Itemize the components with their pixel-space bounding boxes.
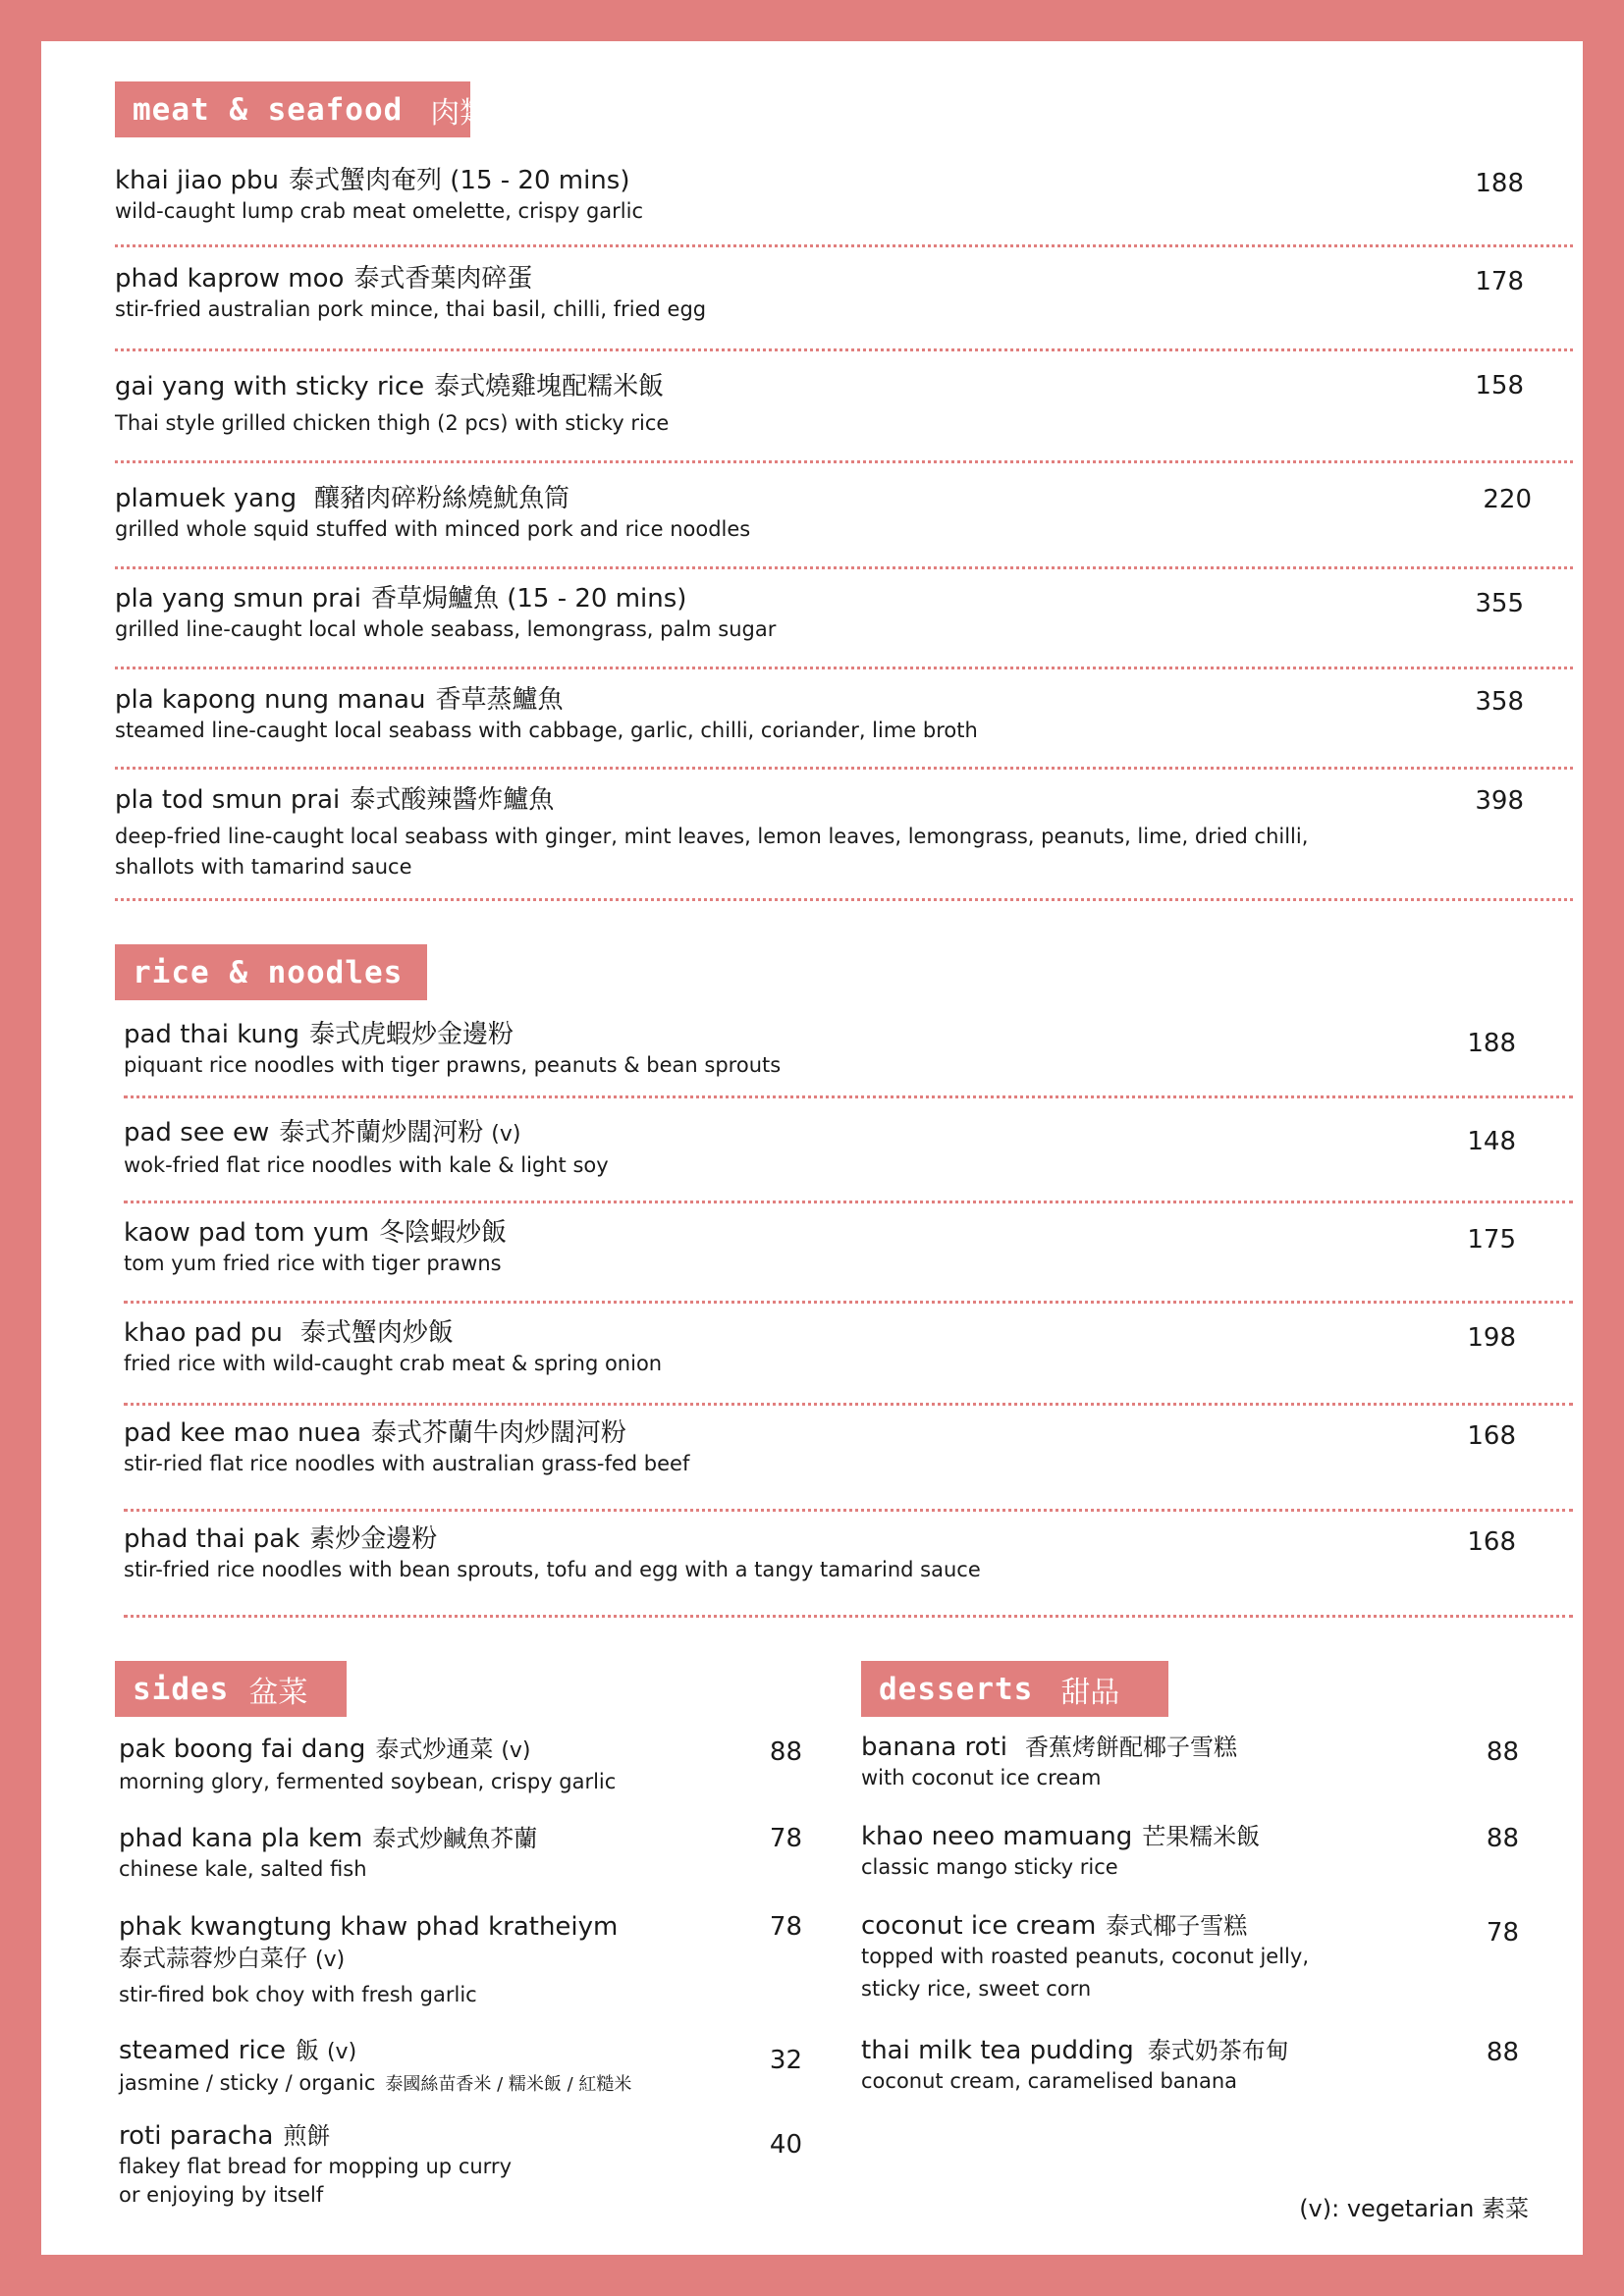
menu-item	[115, 684, 978, 746]
item-name: coconut ice cream	[861, 1911, 1097, 1941]
item-price: 358	[1475, 687, 1524, 717]
item-description: grilled whole squid stuffed with minced pork and rice noodles	[115, 517, 751, 541]
section-title-en: meat & seafood	[133, 91, 404, 128]
item-name: pad see ew	[124, 1118, 270, 1148]
divider	[115, 767, 1573, 770]
item-name-zh: 香蕉烤餅配椰子雪糕	[1024, 1734, 1237, 1761]
item-name: banana roti	[861, 1733, 1007, 1762]
item-name-zh: 釀豬肉碎粉絲燒魷魚筒	[314, 484, 570, 513]
item-description: stir-ried flat rice noodles with australian grass-fed beef	[124, 1452, 690, 1475]
item-description: deep-fried line-caught local seabass with ginger, mint leaves, lemon leaves, lemongrass, peanuts, lime, dried chilli,	[115, 825, 1309, 848]
item-name-zh: 泰式奶茶布甸	[1147, 2037, 1289, 2064]
vegetarian-tag: (v)	[315, 1948, 346, 1972]
section-header-sides	[115, 1661, 347, 1717]
item-name-zh: 泰式炒通菜	[375, 1735, 494, 1763]
item-price: 78	[769, 1912, 802, 1942]
menu-item	[124, 1317, 662, 1379]
item-name-zh: 芒果糯米飯	[1142, 1823, 1261, 1850]
item-description-line2: or enjoying by itself	[119, 2183, 324, 2207]
item-name: phad thai pak	[124, 1524, 300, 1554]
item-name: roti paracha	[119, 2121, 274, 2151]
item-name: khao neeo mamuang	[861, 1822, 1133, 1851]
item-name-zh: 泰式芥蘭牛肉炒闊河粉	[370, 1418, 626, 1448]
section-title-zh: 甜品	[1060, 1675, 1120, 1710]
item-description-zh: 泰國絲苗香米 / 糯米飯 / 紅糙米	[385, 2074, 632, 2095]
menu-item	[124, 1019, 781, 1081]
item-price: 158	[1475, 371, 1524, 400]
item-price: 88	[1486, 1737, 1519, 1767]
menu-item	[861, 2035, 1289, 2097]
item-name: gai yang with sticky rice	[115, 372, 425, 401]
item-name: khao pad pu	[124, 1318, 283, 1348]
item-description: tom yum fried rice with tiger prawns	[124, 1252, 502, 1275]
item-description: flakey flat bread for mopping up curry	[119, 2155, 512, 2178]
divider	[115, 566, 1573, 569]
item-description: grilled line-caught local whole seabass, lemongrass, palm sugar	[115, 617, 777, 641]
vegetarian-tag: (v)	[491, 1122, 521, 1147]
section-title-zh: 盆菜	[248, 1675, 308, 1710]
divider	[124, 1301, 1573, 1304]
divider	[115, 460, 1573, 463]
menu-item	[861, 1910, 1309, 2004]
divider	[124, 1615, 1573, 1618]
divider	[124, 1509, 1573, 1512]
item-name-zh: 泰式炒鹹魚芥蘭	[372, 1825, 538, 1852]
menu-item	[124, 1417, 689, 1479]
item-name: pak boong fai dang	[119, 1735, 366, 1764]
item-description: stir-fried australian pork mince, thai basil, chilli, fried egg	[115, 297, 707, 321]
divider	[124, 1403, 1573, 1406]
item-price: 88	[1486, 2038, 1519, 2067]
item-name-zh: 泰式蟹肉炒飯	[299, 1318, 454, 1348]
section-title-en: rice & noodles	[133, 954, 404, 990]
item-price: 40	[769, 2130, 802, 2160]
item-name-zh: 泰式蟹肉奄列 (15 - 20 mins)	[289, 166, 630, 195]
item-name: phak kwangtung khaw phad kratheiym	[119, 1912, 619, 1942]
divider	[124, 1201, 1573, 1203]
divider	[124, 1095, 1573, 1098]
item-description: stir-fried rice noodles with bean sprouts, tofu and egg with a tangy tamarind sauce	[124, 1558, 981, 1581]
item-price: 168	[1467, 1421, 1516, 1451]
section-title-en: sides	[133, 1671, 230, 1707]
vegetarian-tag: (v)	[326, 2040, 357, 2064]
item-description: topped with roasted peanuts, coconut jelly,	[861, 1945, 1309, 1968]
section-title-en: desserts	[879, 1671, 1034, 1707]
menu-item	[124, 1117, 609, 1181]
item-name-zh: 泰式椰子雪糕	[1106, 1912, 1248, 1940]
item-description: with coconut ice cream	[861, 1766, 1102, 1789]
item-description: fried rice with wild-caught crab meat & spring onion	[124, 1352, 663, 1375]
section-header-desserts	[861, 1661, 1168, 1717]
section-title-zh: 飯 & 麵	[430, 958, 531, 993]
item-description: Thai style grilled chicken thigh (2 pcs) with sticky rice	[115, 411, 670, 435]
section-title-zh: 肉類 & 海鮮	[430, 95, 590, 131]
item-price: 78	[769, 1824, 802, 1853]
item-price: 88	[1486, 1824, 1519, 1853]
menu-item	[115, 165, 643, 227]
item-description: piquant rice noodles with tiger prawns, peanuts & bean sprouts	[124, 1053, 782, 1077]
item-price: 188	[1467, 1029, 1516, 1058]
item-name: steamed rice	[119, 2036, 286, 2065]
menu-item	[124, 1217, 507, 1279]
item-name-zh: 香草焗鱸魚 (15 - 20 mins)	[370, 584, 687, 614]
item-name-zh: 泰式芥蘭炒闊河粉	[279, 1118, 484, 1148]
item-description: classic mango sticky rice	[861, 1855, 1118, 1879]
item-description-line2: shallots with tamarind sauce	[115, 855, 412, 879]
menu-page	[41, 41, 1583, 2255]
item-name-zh: 冬陰蝦炒飯	[379, 1218, 508, 1248]
item-name: khai jiao pbu	[115, 166, 279, 195]
item-name-zh: 泰式燒雞塊配糯米飯	[434, 372, 665, 401]
item-price: 168	[1467, 1527, 1516, 1557]
menu-item	[124, 1523, 981, 1585]
item-description: steamed line-caught local seabass with cabbage, garlic, chilli, coriander, lime broth	[115, 719, 978, 742]
item-name-zh: 泰式蒜蓉炒白菜仔	[119, 1945, 307, 1972]
item-description: jasmine / sticky / organic	[119, 2071, 376, 2095]
item-price: 32	[769, 2046, 802, 2075]
section-header-meat-seafood	[115, 81, 590, 137]
item-description: stir-fired bok choy with fresh garlic	[119, 1983, 477, 2006]
item-name: pad thai kung	[124, 1020, 300, 1049]
menu-item	[115, 371, 669, 439]
menu-item	[115, 784, 1308, 882]
item-name-zh: 素炒金邊粉	[309, 1524, 438, 1554]
section-header-rice-noodles	[115, 944, 531, 1000]
item-name-zh: 泰式虎蝦炒金邊粉	[309, 1020, 514, 1049]
item-price: 178	[1475, 267, 1524, 296]
menu-item	[115, 263, 706, 325]
item-name: plamuek yang	[115, 484, 298, 513]
item-name: thai milk tea pudding	[861, 2036, 1134, 2065]
item-description-line2: sticky rice, sweet corn	[861, 1977, 1092, 2001]
item-price: 220	[1483, 485, 1532, 514]
item-name: pla tod smun prai	[115, 785, 341, 815]
item-name-zh: 飯	[295, 2037, 319, 2064]
item-name: pad kee mao nuea	[124, 1418, 361, 1448]
item-name-zh: 泰式酸辣醬炸鱸魚	[350, 785, 555, 815]
item-price: 175	[1467, 1225, 1516, 1255]
item-price: 188	[1475, 169, 1524, 198]
item-description: morning glory, fermented soybean, crispy garlic	[119, 1770, 617, 1793]
vegetarian-footnote: (v): vegetarian 素菜	[1299, 2195, 1529, 2222]
menu-item	[861, 1732, 1237, 1793]
menu-item	[119, 1823, 537, 1885]
item-description: wok-fried flat rice noodles with kale & light soy	[124, 1153, 609, 1177]
item-price: 198	[1467, 1323, 1516, 1353]
item-name-zh: 香草蒸鱸魚	[435, 685, 564, 715]
menu-item	[119, 2120, 512, 2211]
menu-item	[115, 483, 750, 545]
menu-item	[119, 1911, 618, 2010]
divider	[115, 244, 1573, 247]
item-price: 398	[1475, 786, 1524, 816]
item-name-zh: 泰式香葉肉碎蛋	[353, 264, 533, 294]
item-name: pla kapong nung manau	[115, 685, 426, 715]
item-description: coconut cream, caramelised banana	[861, 2069, 1238, 2093]
item-price: 148	[1467, 1127, 1516, 1156]
item-name-zh: 煎餅	[283, 2122, 331, 2150]
menu-item	[119, 2035, 631, 2100]
item-price: 78	[1486, 1918, 1519, 1948]
item-name: pla yang smun prai	[115, 584, 361, 614]
divider	[115, 898, 1573, 901]
item-name: phad kana pla kem	[119, 1824, 363, 1853]
item-price: 88	[769, 1737, 802, 1767]
menu-item	[115, 583, 776, 645]
item-description: chinese kale, salted fish	[119, 1857, 367, 1881]
menu-item	[119, 1734, 616, 1797]
vegetarian-tag: (v)	[501, 1738, 531, 1763]
menu-item	[861, 1821, 1260, 1883]
item-price: 355	[1475, 589, 1524, 618]
divider	[115, 348, 1573, 351]
item-description: wild-caught lump crab meat omelette, crispy garlic	[115, 199, 643, 223]
item-name: kaow pad tom yum	[124, 1218, 370, 1248]
divider	[115, 667, 1573, 669]
item-name: phad kaprow moo	[115, 264, 345, 294]
